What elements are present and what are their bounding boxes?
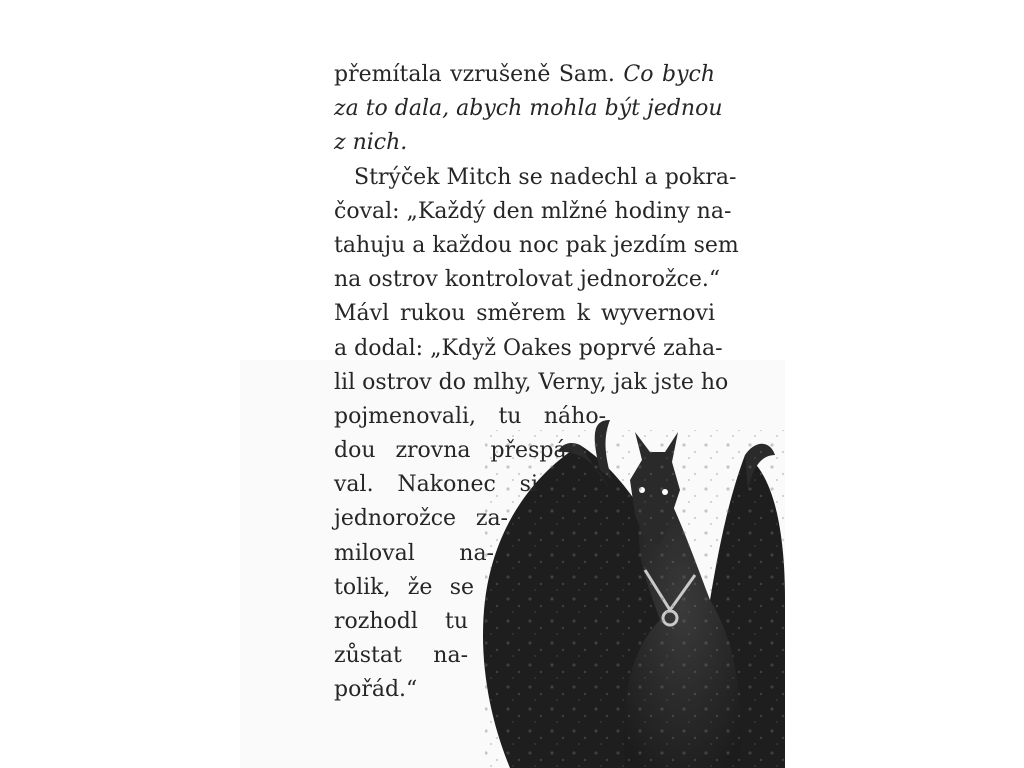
text-line: val. Nakonec si [334, 472, 538, 498]
text-line: přemítala vzrušeně Sam. Co bych [334, 62, 715, 87]
text-line: pořád.“ [334, 677, 418, 703]
book-page [240, 0, 785, 768]
text-line: rozhodl tu [334, 609, 468, 634]
text-line: za to dala, abych mohla být jednou [334, 96, 723, 122]
text-line: a dodal: „Když Oakes poprvé zaha- [334, 335, 723, 361]
text-line: lil ostrov do mlhy, Verny, jak jste ho [334, 369, 729, 395]
text-line: zůstat na- [334, 643, 468, 669]
text-line: tahuju a každou noc pak jezdím sem [334, 232, 739, 258]
text-line: miloval na- [334, 540, 494, 566]
text-line: čoval: „Každý den mlžné hodiny na- [334, 198, 732, 224]
text-line: jednorožce za- [334, 506, 508, 532]
page-text [334, 58, 739, 708]
text-line: Mávl rukou směrem k wyvernovi [334, 301, 715, 327]
text-line: na ostrov kontrolovat jednorožce.“ [334, 267, 721, 293]
text-line: Strýček Mitch se nadechl a pokra- [354, 164, 737, 190]
text-line: z nich. [334, 130, 408, 156]
text-line: tolik, že se [334, 574, 474, 600]
text-line: dou zrovna přespá- [334, 438, 574, 464]
text-line: pojmenovali, tu náho- [334, 403, 606, 429]
